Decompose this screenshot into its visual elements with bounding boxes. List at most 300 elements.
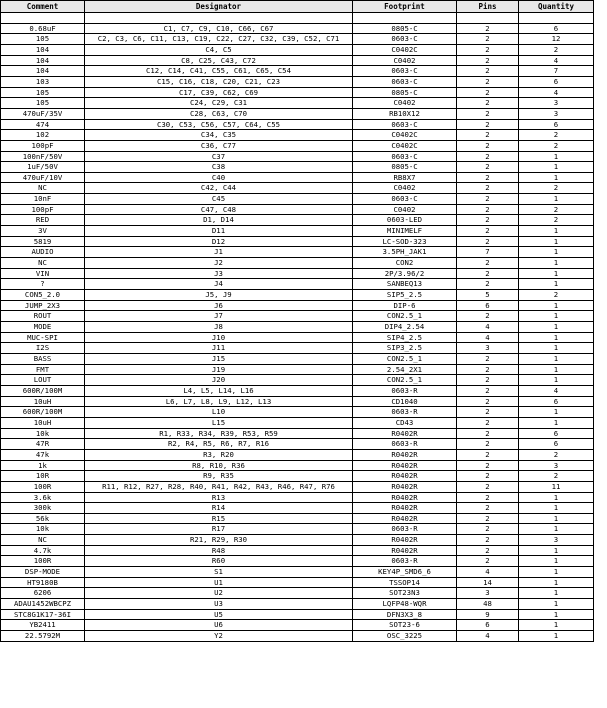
table-row (1, 140, 594, 151)
designator-cell: J6 (85, 300, 353, 311)
comment-cell: I2S (1, 343, 85, 354)
pins-cell: 2 (457, 140, 519, 151)
quantity-cell: 1 (519, 513, 594, 524)
pins-cell: 2 (457, 449, 519, 460)
comment-cell: 104 (1, 66, 85, 77)
designator-cell: R17 (85, 524, 353, 535)
comment-cell: DSP-MODE (1, 567, 85, 578)
pins-cell: 9 (457, 609, 519, 620)
bom-body (1, 13, 594, 642)
pins-cell: 5 (457, 290, 519, 301)
quantity-cell: 6 (519, 439, 594, 450)
pins-cell: 2 (457, 492, 519, 503)
pins-cell: 14 (457, 577, 519, 588)
pins-cell: 2 (457, 108, 519, 119)
footprint-cell (353, 13, 457, 24)
table-row (1, 258, 594, 269)
comment-cell: 3V (1, 226, 85, 237)
footprint-cell: OSC_3225 (353, 631, 457, 642)
comment-cell: AUDIO (1, 247, 85, 258)
table-row (1, 300, 594, 311)
designator-cell: J8 (85, 322, 353, 333)
designator-cell: R48 (85, 545, 353, 556)
designator-cell: C45 (85, 194, 353, 205)
quantity-cell: 1 (519, 236, 594, 247)
quantity-cell: 2 (519, 44, 594, 55)
comment-cell: 10uH (1, 396, 85, 407)
quantity-cell: 1 (519, 524, 594, 535)
quantity-cell: 1 (519, 609, 594, 620)
designator-cell: J1 (85, 247, 353, 258)
pins-cell: 2 (457, 439, 519, 450)
comment-cell: 56k (1, 513, 85, 524)
quantity-cell: 1 (519, 492, 594, 503)
comment-cell: 4.7k (1, 545, 85, 556)
footprint-cell: SANBEQ13 (353, 279, 457, 290)
designator-cell: U1 (85, 577, 353, 588)
designator-cell: J20 (85, 375, 353, 386)
comment-cell: VIN (1, 268, 85, 279)
pins-cell: 2 (457, 385, 519, 396)
comment-cell: 100R (1, 556, 85, 567)
quantity-cell: 1 (519, 151, 594, 162)
comment-cell: RED (1, 215, 85, 226)
footprint-cell: RB8X7 (353, 172, 457, 183)
comment-cell: CON5_2.0 (1, 290, 85, 301)
footprint-cell: 0603-C (353, 76, 457, 87)
table-row (1, 66, 594, 77)
quantity-cell: 1 (519, 247, 594, 258)
pins-cell: 2 (457, 23, 519, 34)
pins-cell: 2 (457, 535, 519, 546)
quantity-cell: 3 (519, 108, 594, 119)
pins-cell: 7 (457, 247, 519, 258)
table-row (1, 130, 594, 141)
designator-cell: L4, L5, L14, L16 (85, 385, 353, 396)
quantity-cell: 2 (519, 290, 594, 301)
quantity-cell: 4 (519, 385, 594, 396)
quantity-cell: 2 (519, 215, 594, 226)
comment-cell: 100R (1, 481, 85, 492)
comment-cell: 47k (1, 449, 85, 460)
pins-cell: 2 (457, 481, 519, 492)
designator-cell: J3 (85, 268, 353, 279)
footprint-cell: 0603-C (353, 151, 457, 162)
pins-cell: 4 (457, 631, 519, 642)
designator-cell: R1, R33, R34, R39, R53, R59 (85, 428, 353, 439)
table-row (1, 375, 594, 386)
quantity-cell: 3 (519, 460, 594, 471)
designator-cell: L6, L7, L8, L9, L12, L13 (85, 396, 353, 407)
table-row (1, 503, 594, 514)
table-row (1, 236, 594, 247)
quantity-cell: 6 (519, 23, 594, 34)
header-quantity: Quantity (519, 1, 594, 13)
designator-cell: R8, R10, R36 (85, 460, 353, 471)
quantity-cell: 1 (519, 279, 594, 290)
table-row (1, 23, 594, 34)
table-row (1, 279, 594, 290)
table-row (1, 492, 594, 503)
pins-cell: 4 (457, 322, 519, 333)
designator-cell: Y2 (85, 631, 353, 642)
pins-cell: 2 (457, 98, 519, 109)
footprint-cell: C0402 (353, 204, 457, 215)
pins-cell: 2 (457, 151, 519, 162)
table-row (1, 34, 594, 45)
pins-cell: 2 (457, 44, 519, 55)
footprint-cell: R0402R (353, 513, 457, 524)
pins-cell: 2 (457, 375, 519, 386)
quantity-cell: 6 (519, 76, 594, 87)
pins-cell: 2 (457, 545, 519, 556)
pins-cell: 2 (457, 215, 519, 226)
designator-cell: U3 (85, 599, 353, 610)
footprint-cell: 3.5PH_JAK1 (353, 247, 457, 258)
comment-cell: ADAU1452WBCPZ (1, 599, 85, 610)
table-row (1, 55, 594, 66)
comment-cell: NC (1, 183, 85, 194)
footprint-cell: 2.54_2X1 (353, 364, 457, 375)
quantity-cell: 1 (519, 375, 594, 386)
designator-cell: C38 (85, 162, 353, 173)
comment-cell: 300k (1, 503, 85, 514)
designator-cell: J15 (85, 353, 353, 364)
comment-cell: 0.68uF (1, 23, 85, 34)
table-row (1, 268, 594, 279)
designator-cell: R13 (85, 492, 353, 503)
table-row (1, 567, 594, 578)
table-row (1, 98, 594, 109)
quantity-cell: 2 (519, 204, 594, 215)
footprint-cell: CD1040 (353, 396, 457, 407)
pins-cell: 2 (457, 55, 519, 66)
pins-cell: 2 (457, 76, 519, 87)
designator-cell: C47, C48 (85, 204, 353, 215)
quantity-cell: 1 (519, 311, 594, 322)
pins-cell: 6 (457, 300, 519, 311)
footprint-cell: 0603-R (353, 524, 457, 535)
footprint-cell: CON2 (353, 258, 457, 269)
table-row (1, 535, 594, 546)
footprint-cell: 0603-R (353, 439, 457, 450)
pins-cell: 2 (457, 279, 519, 290)
footprint-cell: MINIMELF (353, 226, 457, 237)
quantity-cell: 2 (519, 130, 594, 141)
designator-cell: R60 (85, 556, 353, 567)
quantity-cell: 3 (519, 98, 594, 109)
quantity-cell: 1 (519, 620, 594, 631)
pins-cell: 2 (457, 471, 519, 482)
comment-cell: FMT (1, 364, 85, 375)
footprint-cell: C0402 (353, 98, 457, 109)
quantity-cell: 1 (519, 599, 594, 610)
quantity-cell: 6 (519, 119, 594, 130)
footprint-cell: R0402R (353, 471, 457, 482)
quantity-cell: 4 (519, 55, 594, 66)
comment-cell: NC (1, 535, 85, 546)
table-row (1, 460, 594, 471)
quantity-cell: 1 (519, 588, 594, 599)
footprint-cell: 2P/3.96/2 (353, 268, 457, 279)
table-row (1, 513, 594, 524)
comment-cell: LOUT (1, 375, 85, 386)
quantity-cell: 12 (519, 34, 594, 45)
designator-cell: R21, R29, R30 (85, 535, 353, 546)
table-row (1, 183, 594, 194)
designator-cell: U6 (85, 620, 353, 631)
comment-cell: 104 (1, 44, 85, 55)
designator-cell: R2, R4, R5, R6, R7, R16 (85, 439, 353, 450)
footprint-cell: CON2.5_1 (353, 353, 457, 364)
table-row (1, 290, 594, 301)
comment-cell: 10k (1, 524, 85, 535)
designator-cell: R14 (85, 503, 353, 514)
quantity-cell: 6 (519, 396, 594, 407)
footprint-cell: R0402R (353, 428, 457, 439)
comment-cell: 10nF (1, 194, 85, 205)
designator-cell: D12 (85, 236, 353, 247)
pins-cell: 2 (457, 204, 519, 215)
designator-cell: J10 (85, 332, 353, 343)
designator-cell: J7 (85, 311, 353, 322)
footprint-cell: KEY4P_SMD6_6 (353, 567, 457, 578)
table-row (1, 343, 594, 354)
comment-cell: BASS (1, 353, 85, 364)
pins-cell: 2 (457, 34, 519, 45)
pins-cell: 2 (457, 194, 519, 205)
table-row (1, 226, 594, 237)
designator-cell: R3, R20 (85, 449, 353, 460)
pins-cell: 2 (457, 87, 519, 98)
quantity-cell: 6 (519, 428, 594, 439)
comment-cell: 5819 (1, 236, 85, 247)
comment-cell: 105 (1, 34, 85, 45)
comment-cell: 470uF/10V (1, 172, 85, 183)
quantity-cell: 1 (519, 556, 594, 567)
designator-cell: C1, C7, C9, C10, C66, C67 (85, 23, 353, 34)
table-row (1, 396, 594, 407)
footprint-cell: R0402R (353, 481, 457, 492)
designator-cell: C37 (85, 151, 353, 162)
footprint-cell: C0402C (353, 130, 457, 141)
table-row (1, 631, 594, 642)
header-comment: Comment (1, 1, 85, 13)
comment-cell: ROUT (1, 311, 85, 322)
pins-cell: 4 (457, 567, 519, 578)
footprint-cell: CON2.5_1 (353, 311, 457, 322)
pins-cell: 3 (457, 588, 519, 599)
quantity-cell: 11 (519, 481, 594, 492)
pins-cell: 2 (457, 428, 519, 439)
comment-cell: 22.5792M (1, 631, 85, 642)
quantity-cell: 1 (519, 343, 594, 354)
footprint-cell: TSSOP14 (353, 577, 457, 588)
footprint-cell: R0402R (353, 492, 457, 503)
quantity-cell: 2 (519, 471, 594, 482)
designator-cell: C34, C35 (85, 130, 353, 141)
footprint-cell: CON2.5_1 (353, 375, 457, 386)
table-row (1, 194, 594, 205)
table-row (1, 108, 594, 119)
pins-cell: 2 (457, 353, 519, 364)
comment-cell: 474 (1, 119, 85, 130)
quantity-cell: 1 (519, 545, 594, 556)
table-row (1, 87, 594, 98)
table-row (1, 119, 594, 130)
comment-cell: STC8G1K17-36I (1, 609, 85, 620)
designator-cell: J2 (85, 258, 353, 269)
quantity-cell: 1 (519, 503, 594, 514)
table-row (1, 609, 594, 620)
quantity-cell: 1 (519, 577, 594, 588)
designator-cell: S1 (85, 567, 353, 578)
quantity-cell: 1 (519, 162, 594, 173)
header-pins: Pins (457, 1, 519, 13)
table-row (1, 172, 594, 183)
quantity-cell: 1 (519, 322, 594, 333)
quantity-cell: 1 (519, 407, 594, 418)
quantity-cell: 1 (519, 268, 594, 279)
designator-cell: L10 (85, 407, 353, 418)
quantity-cell: 1 (519, 364, 594, 375)
designator-cell: R15 (85, 513, 353, 524)
quantity-cell: 1 (519, 194, 594, 205)
pins-cell (457, 13, 519, 24)
comment-cell: 100nF/50V (1, 151, 85, 162)
footprint-cell: SIP5_2.5 (353, 290, 457, 301)
comment-cell: MUC-SPI (1, 332, 85, 343)
pins-cell: 2 (457, 268, 519, 279)
designator-cell: L15 (85, 417, 353, 428)
comment-cell: 105 (1, 98, 85, 109)
quantity-cell: 1 (519, 631, 594, 642)
table-row (1, 620, 594, 631)
designator-cell: R9, R35 (85, 471, 353, 482)
comment-cell: 10R (1, 471, 85, 482)
table-row (1, 385, 594, 396)
designator-cell: C4, C5 (85, 44, 353, 55)
table-row (1, 204, 594, 215)
designator-cell: J5, J9 (85, 290, 353, 301)
footprint-cell: SIP4_2.5 (353, 332, 457, 343)
comment-cell: 100pF (1, 204, 85, 215)
pins-cell: 2 (457, 513, 519, 524)
comment-cell: 10k (1, 428, 85, 439)
pins-cell: 6 (457, 620, 519, 631)
comment-cell: 105 (1, 87, 85, 98)
footprint-cell: 0603-C (353, 34, 457, 45)
footprint-cell: LC-SOD-323 (353, 236, 457, 247)
table-row (1, 332, 594, 343)
comment-cell: YB2411 (1, 620, 85, 631)
footprint-cell: SOT23N3 (353, 588, 457, 599)
designator-cell: J4 (85, 279, 353, 290)
footprint-cell: 0805-C (353, 23, 457, 34)
footprint-cell: 0603-C (353, 119, 457, 130)
table-row (1, 13, 594, 24)
footprint-cell: R0402R (353, 460, 457, 471)
comment-cell: 103 (1, 76, 85, 87)
pins-cell: 2 (457, 130, 519, 141)
footprint-cell: 0805-C (353, 87, 457, 98)
designator-cell: C40 (85, 172, 353, 183)
quantity-cell: 7 (519, 66, 594, 77)
designator-cell: C42, C44 (85, 183, 353, 194)
designator-cell: J11 (85, 343, 353, 354)
table-row (1, 417, 594, 428)
comment-cell: NC (1, 258, 85, 269)
table-row (1, 162, 594, 173)
quantity-cell: 1 (519, 332, 594, 343)
table-row (1, 247, 594, 258)
footprint-cell: 0603-C (353, 194, 457, 205)
table-row (1, 599, 594, 610)
table-row (1, 364, 594, 375)
pins-cell: 2 (457, 258, 519, 269)
designator-cell: C28, C63, C70 (85, 108, 353, 119)
designator-cell: C8, C25, C43, C72 (85, 55, 353, 66)
table-row (1, 428, 594, 439)
pins-cell: 2 (457, 226, 519, 237)
table-row (1, 545, 594, 556)
pins-cell: 2 (457, 364, 519, 375)
comment-cell: 470uF/35V (1, 108, 85, 119)
table-row (1, 151, 594, 162)
designator-cell: J19 (85, 364, 353, 375)
table-row (1, 353, 594, 364)
quantity-cell: 1 (519, 417, 594, 428)
comment-cell (1, 13, 85, 24)
quantity-cell: 1 (519, 258, 594, 269)
table-row (1, 215, 594, 226)
footprint-cell: LQFP48-WQR (353, 599, 457, 610)
footprint-cell: R0402R (353, 535, 457, 546)
footprint-cell: 0603-LED (353, 215, 457, 226)
footprint-cell: 0603-R (353, 556, 457, 567)
pins-cell: 2 (457, 236, 519, 247)
comment-cell: 100pF (1, 140, 85, 151)
header-footprint: Footprint (353, 1, 457, 13)
pins-cell: 2 (457, 66, 519, 77)
table-row (1, 439, 594, 450)
footprint-cell: C0402 (353, 183, 457, 194)
designator-cell: C17, C39, C62, C69 (85, 87, 353, 98)
table-row (1, 556, 594, 567)
pins-cell: 3 (457, 343, 519, 354)
designator-cell: D11 (85, 226, 353, 237)
pins-cell: 2 (457, 524, 519, 535)
table-row (1, 524, 594, 535)
designator-cell: C30, C53, C56, C57, C64, C55 (85, 119, 353, 130)
designator-cell: C24, C29, C31 (85, 98, 353, 109)
footprint-cell: SIP3_2.5 (353, 343, 457, 354)
footprint-cell: 0805-C (353, 162, 457, 173)
comment-cell: 1uF/50V (1, 162, 85, 173)
footprint-cell: RB10X12 (353, 108, 457, 119)
pins-cell: 2 (457, 407, 519, 418)
footprint-cell: DIP-6 (353, 300, 457, 311)
comment-cell: 6206 (1, 588, 85, 599)
footprint-cell: 0603-C (353, 66, 457, 77)
footprint-cell: 0603-R (353, 385, 457, 396)
designator-cell: R11, R12, R27, R28, R40, R41, R42, R43, R46, R47, R76 (85, 481, 353, 492)
quantity-cell (519, 13, 594, 24)
comment-cell: 10uH (1, 417, 85, 428)
footprint-cell: CD43 (353, 417, 457, 428)
designator-cell: C2, C3, C6, C11, C13, C19, C22, C27, C32, C39, C52, C71 (85, 34, 353, 45)
pins-cell: 2 (457, 162, 519, 173)
